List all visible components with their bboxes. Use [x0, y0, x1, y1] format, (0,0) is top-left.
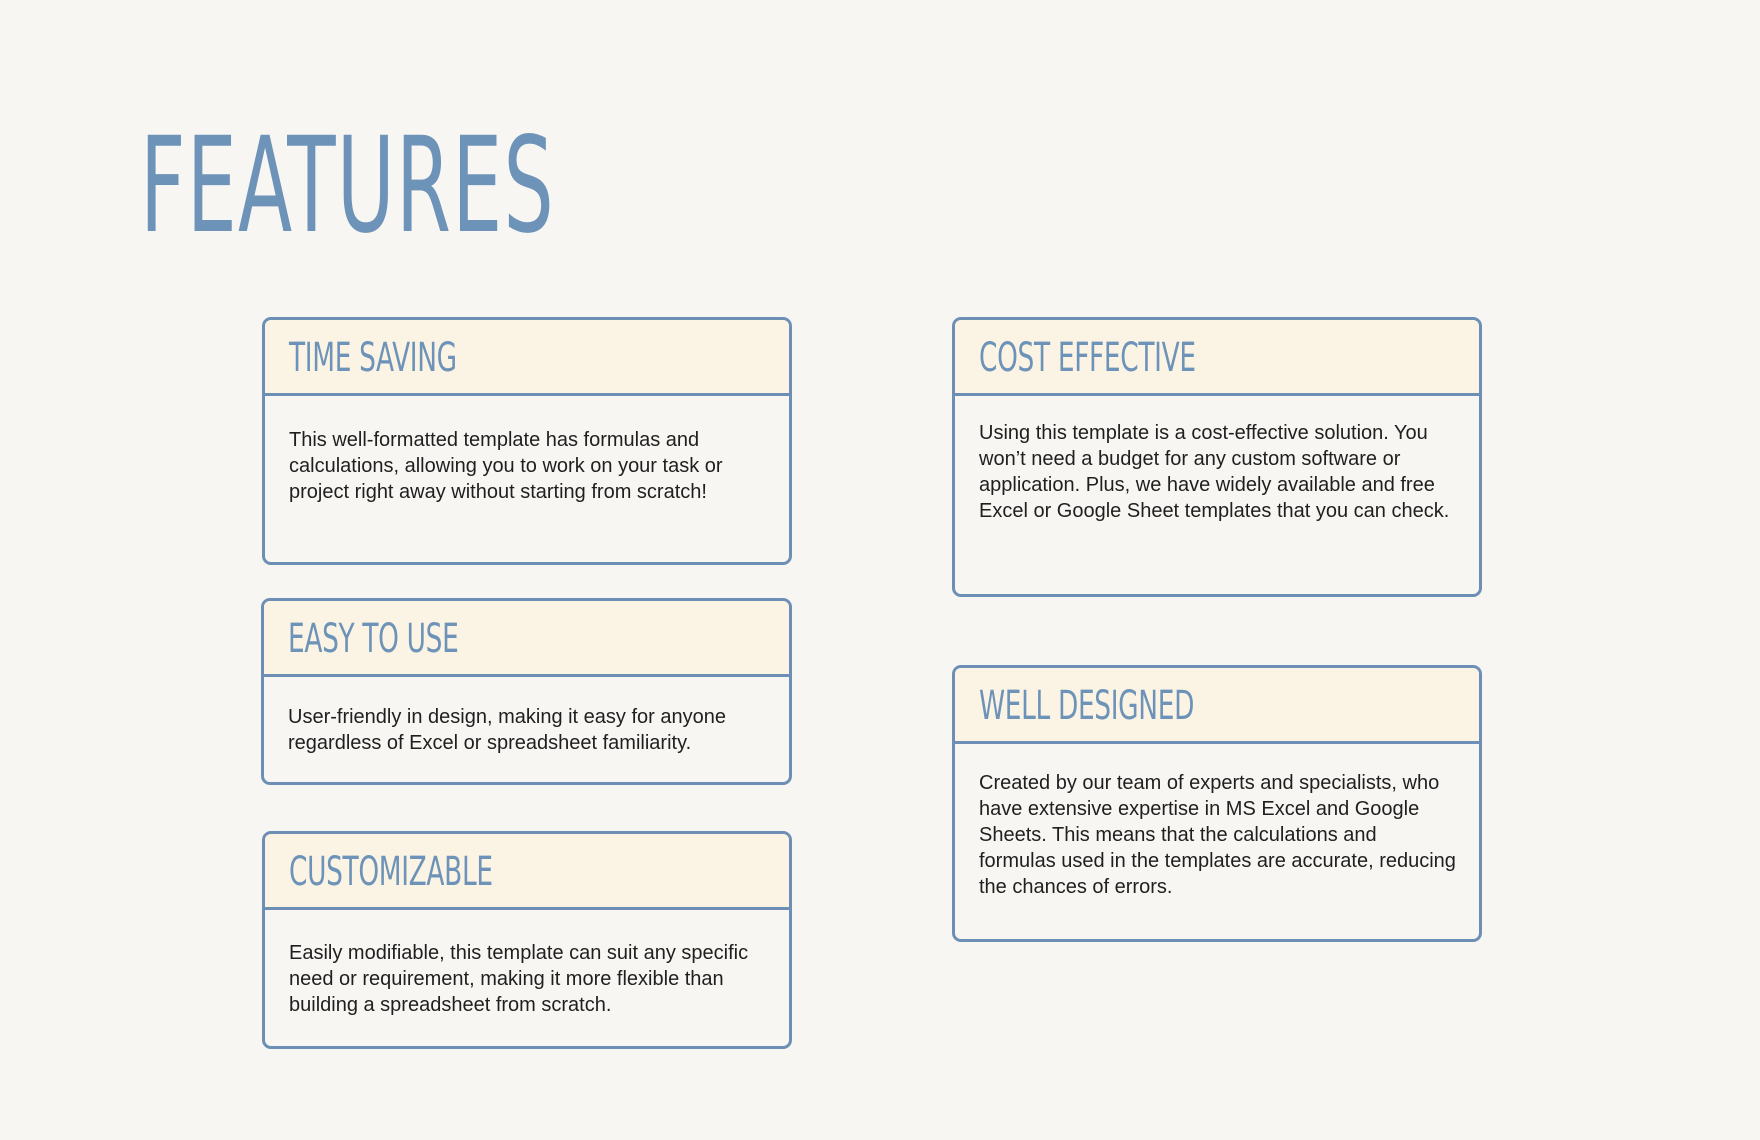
card-header	[955, 320, 1479, 396]
card-title: EASY TO USE	[288, 616, 459, 662]
card-description: Using this template is a cost-effective solution. You won’t need a budget for any custom software or application. Plus, we have widely available and free Excel or Google Sheet templates that you can check.	[979, 422, 1450, 522]
card-description: User-friendly in design, making it easy for anyone regardless of Excel or spreadsheet familiarity.	[288, 706, 726, 754]
card-title: COST EFFECTIVE	[979, 335, 1196, 381]
card-description: This well-formatted template has formulas and calculations, allowing you to work on your task or project right away without starting from scratch!	[289, 429, 723, 503]
feature-card-time-saving	[262, 317, 792, 565]
feature-card-well-designed	[952, 665, 1482, 942]
card-header	[955, 668, 1479, 744]
card-description: Created by our team of experts and specialists, who have extensive expertise in MS Excel and Google Sheets. This means that the calculations and formulas used in the templates are accurate, reducing the chances of errors.	[979, 772, 1456, 898]
card-title: TIME SAVING	[289, 335, 457, 381]
page-title: FEATURES	[140, 109, 555, 263]
card-header	[264, 601, 789, 677]
card-header	[265, 834, 789, 910]
card-title: WELL DESIGNED	[979, 683, 1195, 729]
feature-card-customizable	[262, 831, 792, 1049]
card-header	[265, 320, 789, 396]
feature-card-easy-to-use	[261, 598, 792, 785]
card-description: Easily modifiable, this template can suit any specific need or requirement, making it more flexible than building a spreadsheet from scratch.	[289, 942, 749, 1016]
card-title: CUSTOMIZABLE	[289, 849, 493, 895]
feature-card-cost-effective	[952, 317, 1482, 597]
